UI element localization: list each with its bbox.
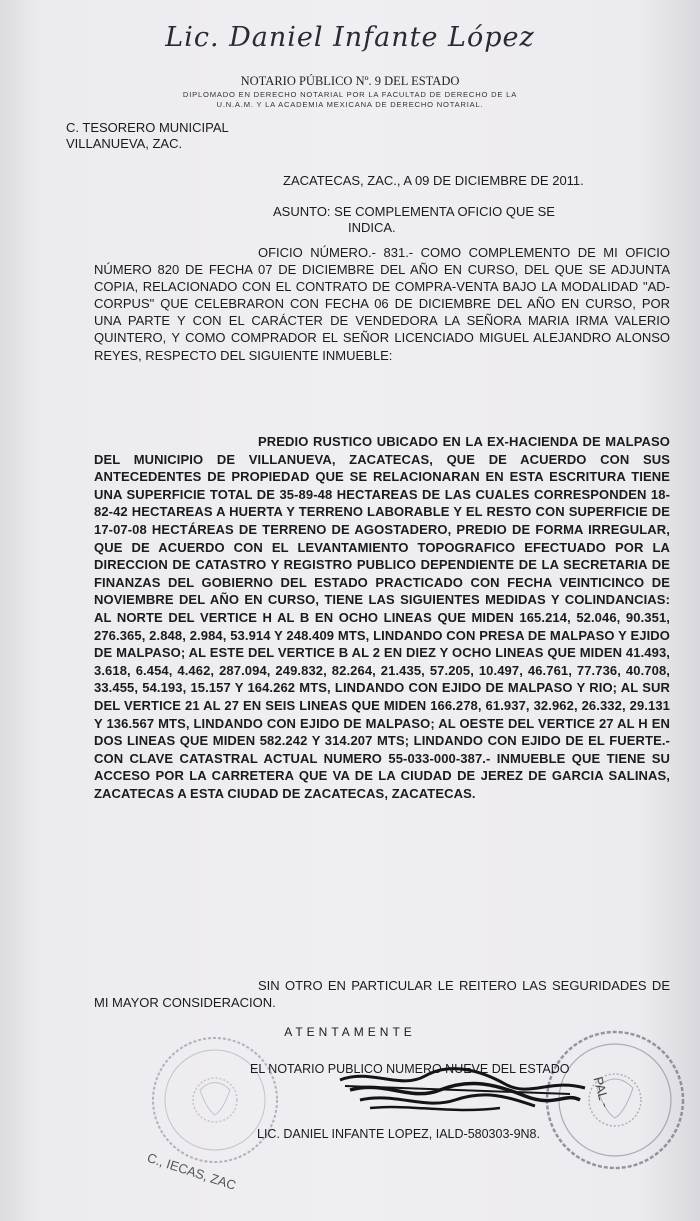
letterhead-diploma-line2: U.N.A.M. Y LA ACADEMIA MEXICANA DE DERECHO NOTARIAL. [216, 100, 484, 109]
body-paragraph-1: OFICIO NÚMERO.- 831.- COMO COMPLEMENTO DE MI OFICIO NÚMERO 820 DE FECHA 07 DE DICIEMBRE DEL AÑO EN CURSO, DEL QUE SE ADJUNTA COPIA, RELACIONADO CON EL CONTRATO DE COMPRA-VENTA BAJO LA MODALIDAD "AD-CORPUS" QUE CELEBRARON CON FECHA 06 DE DICIEMBRE DEL AÑO EN CURSO, POR UNA PARTE Y CON EL CARÁCTER DE VENDEDORA LA SEÑORA MARIA IRMA VALERIO QUINTERO, Y COMO COMPRADOR EL SEÑOR LICENCIADO MIGUEL ALEJANDRO ALONSO REYES, RESPECTO DEL SIGUIENTE INMUEBLE: [94, 245, 670, 363]
subject-line2: INDICA. [348, 220, 396, 235]
atentamente-label: ATENTAMENTE [284, 1025, 416, 1039]
recipient-line2: VILLANUEVA, ZAC. [66, 136, 183, 151]
letterhead-title: NOTARIO PÚBLICO Nº. 9 DEL ESTADO [240, 74, 460, 88]
recipient-block [66, 120, 229, 152]
letterhead-diploma-line1: DIPLOMADO EN DERECHO NOTARIAL POR LA FACULTAD DE DERECHO DE LA [182, 90, 518, 99]
document-date: ZACATECAS, ZAC., A 09 DE DICIEMBRE DE 2011. [283, 173, 584, 188]
recipient-line1: C. TESORERO MUNICIPAL [66, 120, 229, 135]
body-paragraph-2: PREDIO RUSTICO UBICADO EN LA EX-HACIENDA DE MALPASO DEL MUNICIPIO DE VILLANUEVA, ZACATECAS, QUE DE ACUERDO CON SUS ANTECEDENTES DE PROPIEDAD QUE SE RELACIONARAN EN ESTA ESCRITURA TIENE UNA SUPERFICIE TOTAL DE 35-89-48 HECTAREAS DE LAS CUALES CORRESPONDEN 18-82-42 HECTAREAS A HUERTA Y TERRENO LABORABLE Y EL RESTO CON SUPERFICIE DE 17-07-08 HECTÁREAS DE TERRENO DE AGOSTADERO, PREDIO DE FORMA IRREGULAR, QUE DE ACUERDO CON EL LEVANTAMIENTO TOPOGRAFICO EFECTUADO POR LA DIRECCION DE CATASTRO Y REGISTRO PUBLICO DEPENDIENTE DE LA SECRETARIA DE FINANZAS DEL GOBIERNO DEL ESTADO PRACTICADO CON FECHA VEINTICINCO DE NOVIEMBRE DEL AÑO EN CURSO, TIENE LAS SIGUIENTES MEDIDAS Y COLINDANCIAS: AL NORTE DEL VERTICE H AL B EN OCHO LINEAS QUE MIDEN 165.214, 52.046, 90.351, 276.365, 2.848, 2.984, 53.914 Y 248.409 MTS, LINDANDO CON PRESA DE MALPASO Y EJIDO DE MALPASO; AL ESTE DEL VERTICE B AL 2 EN DIEZ Y OCHO LINEAS QUE MIDEN 41.493, 3.618, 6.454, 4.462, 287.094, 249.832, 82.264, 21.435, 57.205, 10.497, 46.761, 77.736, 40.708, 33.455, 54.193, 15.157 Y 164.262 MTS, LINDANDO CON EJIDO DE MALPASO Y RIO; AL SUR DEL VERTICE 21 AL 27 EN SEIS LINEAS QUE MIDEN 166.278, 61.937, 32.962, 26.332, 29.131 Y 136.567 MTS, LINDANDO CON EJIDO DE MALPASO; AL OESTE DEL VERTICE 27 AL H EN DOS LINEAS QUE MIDEN 582.242 Y 314.207 MTS; LINDANDO CON EJIDO DE EL FUERTE.- CON CLAVE CATASTRAL ACTUAL NUMERO 55-033-000-387.- INMUEBLE QUE TIENE SU ACCESO POR LA CARRETERA QUE VA DE LA CIUDAD DE JEREZ DE GARCIA SALINAS, ZACATECAS A ESTA CIUDAD DE ZACATECAS, ZACATECAS. [94, 434, 670, 801]
handwritten-signature [330, 1050, 600, 1130]
notario-line: EL NOTARIO PUBLICO NUMERO NUEVE DEL ESTADO [250, 1062, 570, 1076]
letterhead-diploma [150, 90, 550, 110]
closing-paragraph: SIN OTRO EN PARTICULAR LE REITERO LAS SEGURIDADES DE MI MAYOR CONSIDERACION. [94, 978, 670, 1010]
subject-line1: ASUNTO: SE COMPLEMENTA OFICIO QUE SE [273, 204, 555, 219]
signer-name: LIC. DANIEL INFANTE LOPEZ, IALD-580303-9N8. [257, 1127, 540, 1141]
subject-block [273, 204, 593, 236]
letterhead-name: Lic. Daniel Infante López [165, 22, 535, 53]
seal-left-text: C., IECAS, ZAC [145, 1150, 238, 1193]
seal-right-text: PAL - [590, 1075, 614, 1109]
